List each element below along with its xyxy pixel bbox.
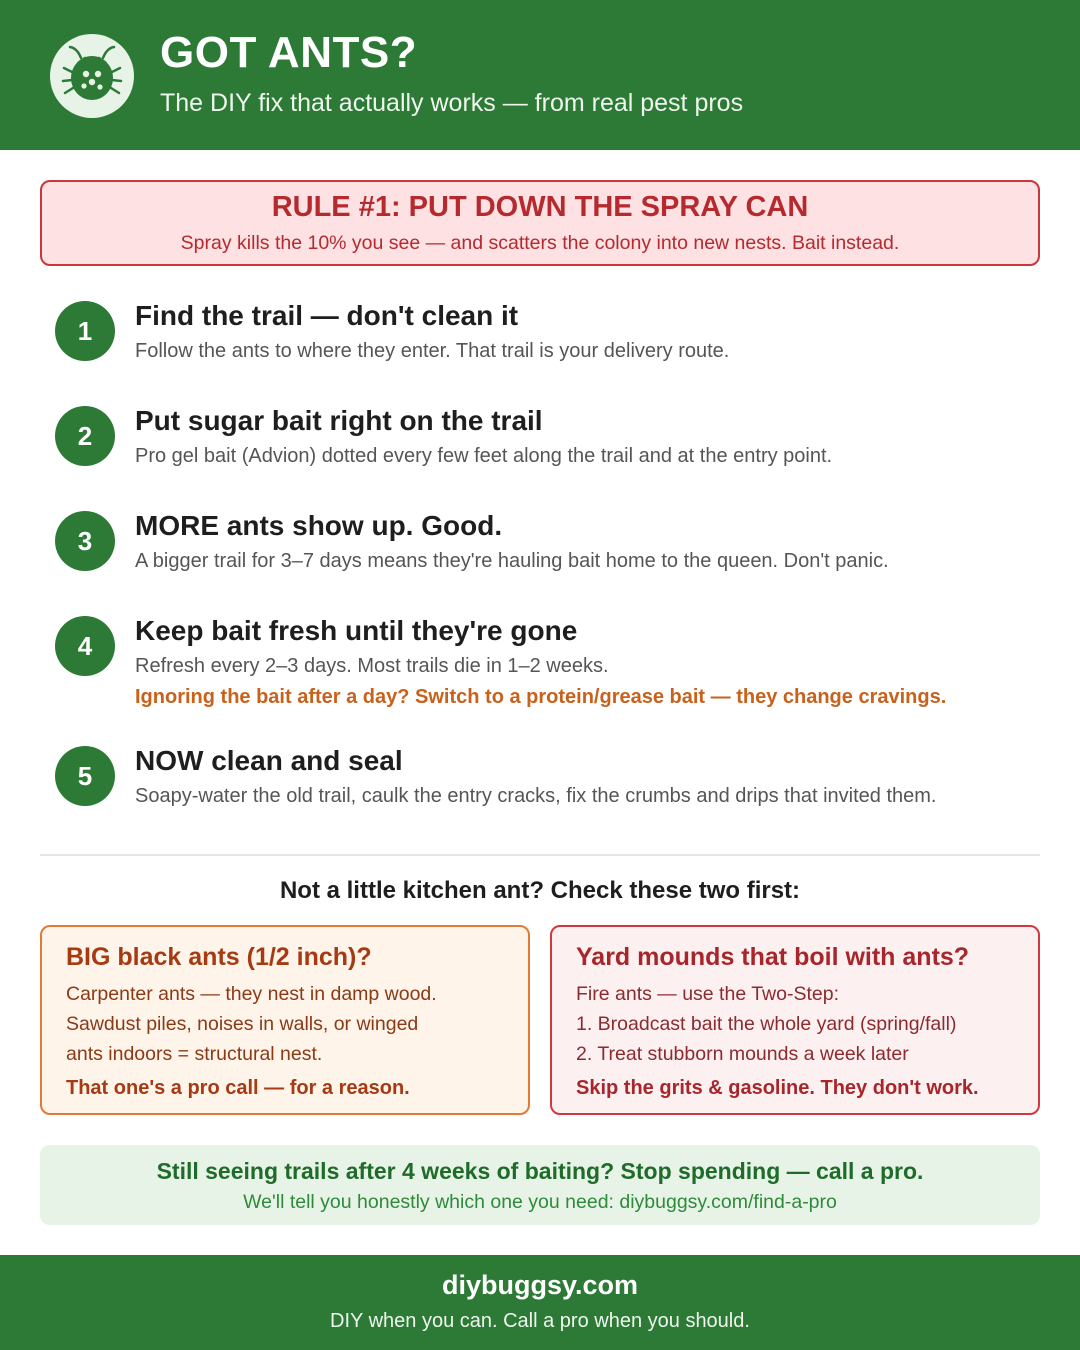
- find-a-pro-link[interactable]: We'll tell you honestly which one you need: diybuggsy.com/find-a-pro: [243, 1191, 837, 1213]
- card-line: Sawdust piles, noises in walls, or winged: [66, 1013, 419, 1035]
- card-title: BIG black ants (1/2 inch)?: [66, 943, 372, 971]
- card-footer: Skip the grits & gasoline. They don't work.: [576, 1077, 979, 1099]
- rule-title: RULE #1: PUT DOWN THE SPRAY CAN: [271, 191, 809, 223]
- call-pro-title: Still seeing trails after 4 weeks of baiting? Stop spending — call a pro.: [156, 1158, 924, 1184]
- card-line: Carpenter ants — they nest in damp wood.: [66, 983, 437, 1005]
- step-number-badge: 4: [55, 616, 115, 676]
- step-title: Keep bait fresh until they're gone: [135, 615, 578, 646]
- logo: [50, 34, 134, 118]
- header-banner: [0, 0, 1080, 150]
- check-heading: Not a little kitchen ant? Check these two first:: [279, 877, 801, 904]
- rule-callout: [40, 180, 1040, 266]
- section-divider: [40, 854, 1040, 856]
- rule-text: Spray kills the 10% you see — and scatters the colony into new nests. Bait instead.: [180, 232, 900, 254]
- step-description: A bigger trail for 3–7 days means they're hauling bait home to the queen. Don't panic.: [135, 550, 889, 572]
- step-tip: Ignoring the bait after a day? Switch to a protein/grease bait — they change cravings.: [135, 686, 947, 708]
- step-description: Pro gel bait (Advion) dotted every few feet along the trail and at the entry point.: [135, 445, 833, 467]
- card-line: 1. Broadcast bait the whole yard (spring/fall): [576, 1013, 957, 1035]
- step-title: MORE ants show up. Good.: [135, 510, 503, 541]
- card-title: Yard mounds that boil with ants?: [576, 943, 970, 971]
- card-footer: That one's a pro call — for a reason.: [66, 1077, 410, 1099]
- step-number-badge: 2: [55, 406, 115, 466]
- step-description: Refresh every 2–3 days. Most trails die in 1–2 weeks.: [135, 655, 609, 677]
- footer-site-name[interactable]: diybuggsy.com: [441, 1270, 639, 1300]
- fire-ant-card: [550, 925, 1040, 1115]
- card-line: 2. Treat stubborn mounds a week later: [576, 1043, 909, 1065]
- footer-tagline: DIY when you can. Call a pro when you should.: [330, 1310, 750, 1332]
- footer-banner: [0, 1255, 1080, 1350]
- step-title: Put sugar bait right on the trail: [135, 405, 543, 436]
- step-number-badge: 1: [55, 301, 115, 361]
- call-pro-callout: [40, 1145, 1040, 1225]
- step-number-badge: 5: [55, 746, 115, 806]
- carpenter-ant-card: [40, 925, 530, 1115]
- step-description: Follow the ants to where they enter. That trail is your delivery route.: [135, 340, 730, 362]
- page-subtitle: The DIY fix that actually works — from real pest pros: [160, 89, 744, 117]
- card-line: ants indoors = structural nest.: [66, 1043, 323, 1065]
- step-title: Find the trail — don't clean it: [135, 300, 519, 331]
- ant-icon: [50, 34, 134, 118]
- step-number-badge: 3: [55, 511, 115, 571]
- step-title: NOW clean and seal: [135, 745, 403, 776]
- card-line: Fire ants — use the Two-Step:: [576, 983, 840, 1005]
- step-description: Soapy-water the old trail, caulk the entry cracks, fix the crumbs and drips that invited them.: [135, 785, 937, 807]
- page-title: GOT ANTS?: [160, 28, 418, 77]
